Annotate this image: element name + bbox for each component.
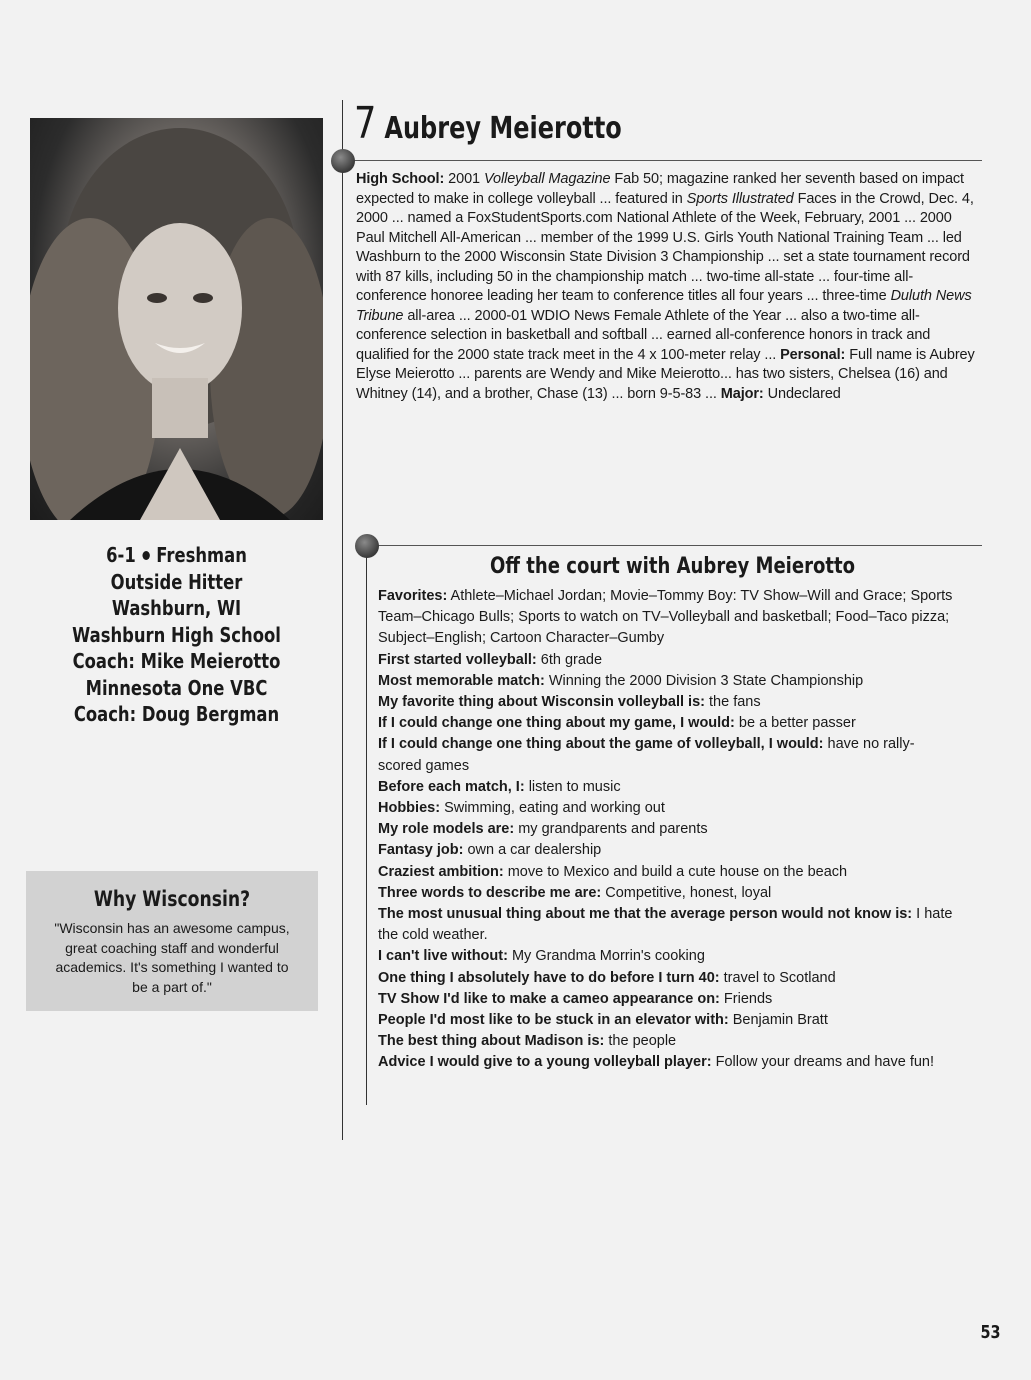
off-court-item: Most memorable match: Winning the 2000 Division 3 State Championship	[378, 672, 864, 689]
player-heading	[354, 98, 622, 149]
divider-vertical-inner	[366, 545, 367, 1105]
off-court-item: If I could change one thing about my game, I would: be a better passer	[378, 715, 856, 732]
off-court-item: TV Show I'd like to make a cameo appearance on: Friends	[378, 990, 773, 1007]
position: Outside Hitter	[110, 569, 243, 594]
personal-label: Personal:	[780, 346, 846, 363]
off-court-item: The most unusual thing about me that the average person would not know is: I hate the cold weather.	[378, 906, 953, 944]
off-court-item: Favorites: Athlete–Michael Jordan; Movie–Tommy Boy: TV Show–Will and Grace; Sports Team–Chicago Bulls; Sports to watch on TV–Volleyball and basketball; Food–Taco pizza; Subject–English; Cartoon Character–Gumby	[378, 588, 953, 647]
off-court-item: My favorite thing about Wisconsin volleyball is: the fans	[378, 694, 761, 711]
why-wisconsin-quote: "Wisconsin has an awesome campus, great coaching staff and wonderful academics. It's something I wanted to be a part of."	[54, 920, 290, 995]
jersey-number: 7	[354, 98, 377, 149]
off-court-list	[378, 586, 958, 1074]
portrait-image	[30, 118, 323, 520]
off-court-title: Off the court with Aubrey Meierotto	[490, 554, 856, 579]
hs-label: High School:	[356, 171, 445, 187]
off-court-item: Three words to describe me are: Competitive, honest, loyal	[378, 884, 772, 901]
off-court-item: I can't live without: My Grandma Morrin's cooking	[378, 948, 705, 965]
off-court-item: Advice I would give to a young volleyball player: Follow your dreams and have fun!	[378, 1054, 935, 1071]
player-photo	[30, 118, 323, 520]
major-label: Major:	[720, 385, 764, 402]
club: Minnesota One VBC	[85, 675, 268, 700]
volleyball-icon	[331, 149, 355, 173]
off-court-item: Fantasy job: own a car dealership	[378, 842, 602, 859]
height-year: 6-1 Freshman	[106, 543, 247, 567]
divider-vertical	[342, 100, 343, 1140]
hs-coach: Coach: Mike Meierotto	[72, 649, 281, 673]
high-school: Washburn High School	[72, 622, 281, 647]
why-wisconsin-title: Why Wisconsin?	[93, 887, 251, 911]
bio-text: High School: 2001 Volleyball Magazine Fab 50; magazine ranked her seventh based on impact expected to make in college volleyball ... featured in Sports Illustrated Faces in the Crowd, Dec. 4, 2000 ... named a FoxStudentSports.com National Athlete of the Week, February, 2001 ... 2000 Paul Mitchell All-American ... member of the 1999 U.S. Girls Youth National Training Team ... led Washburn to the 2000 Wisconsin State Division 3 Championship ... set a state tournament record with 87 kills, including 50 in the championship match ... two-time all-state ... four-time all-conference honoree leading her team to conference titles all four years ... three-time Duluth News Tribune all-area ... 2000-01 WDIO News Female Athlete of the Year ... also a two-time all-conference selection in basketball and softball ... earned all-conference honors in track and qualified for the 2000 state track meet in the 4 x 100-meter relay ... Personal: Full name is Aubrey Elyse Meierotto ... parents are Wendy and Mike Meierotto... has two sisters, Chelsea (16) and Whitney (14), and a brother, Chase (13) ... born 9-5-83 ... Major: Undeclared	[356, 171, 975, 402]
why-wisconsin-box	[26, 871, 318, 1011]
club-coach: Coach: Doug Bergman	[73, 702, 280, 726]
off-court-item: Before each match, I: listen to music	[378, 778, 621, 795]
player-stats	[56, 542, 296, 728]
off-court-item: First started volleyball: 6th grade	[378, 651, 603, 668]
off-court-item: The best thing about Madison is: the people	[378, 1033, 677, 1050]
off-court-item: People I'd most like to be stuck in an elevator with: Benjamin Bratt	[378, 1012, 828, 1029]
off-court-item: One thing I absolutely have to do before I turn 40: travel to Scotland	[378, 969, 836, 986]
divider-middle	[366, 545, 982, 546]
off-court-item: Craziest ambition: move to Mexico and build a cute house on the beach	[378, 863, 848, 880]
off-court-item: My role models are: my grandparents and parents	[378, 821, 708, 838]
bullet-icon	[142, 551, 149, 560]
page-number: 53	[980, 1322, 1001, 1343]
volleyball-icon	[355, 534, 379, 558]
off-court-item: If I could change one thing about the game of volleyball, I would: have no rally-scored games	[378, 736, 915, 774]
off-court-item: Hobbies: Swimming, eating and working out	[378, 800, 665, 817]
divider-top	[342, 160, 982, 161]
player-name: Aubrey Meierotto	[384, 111, 622, 146]
hometown: Washburn, WI	[111, 596, 242, 620]
